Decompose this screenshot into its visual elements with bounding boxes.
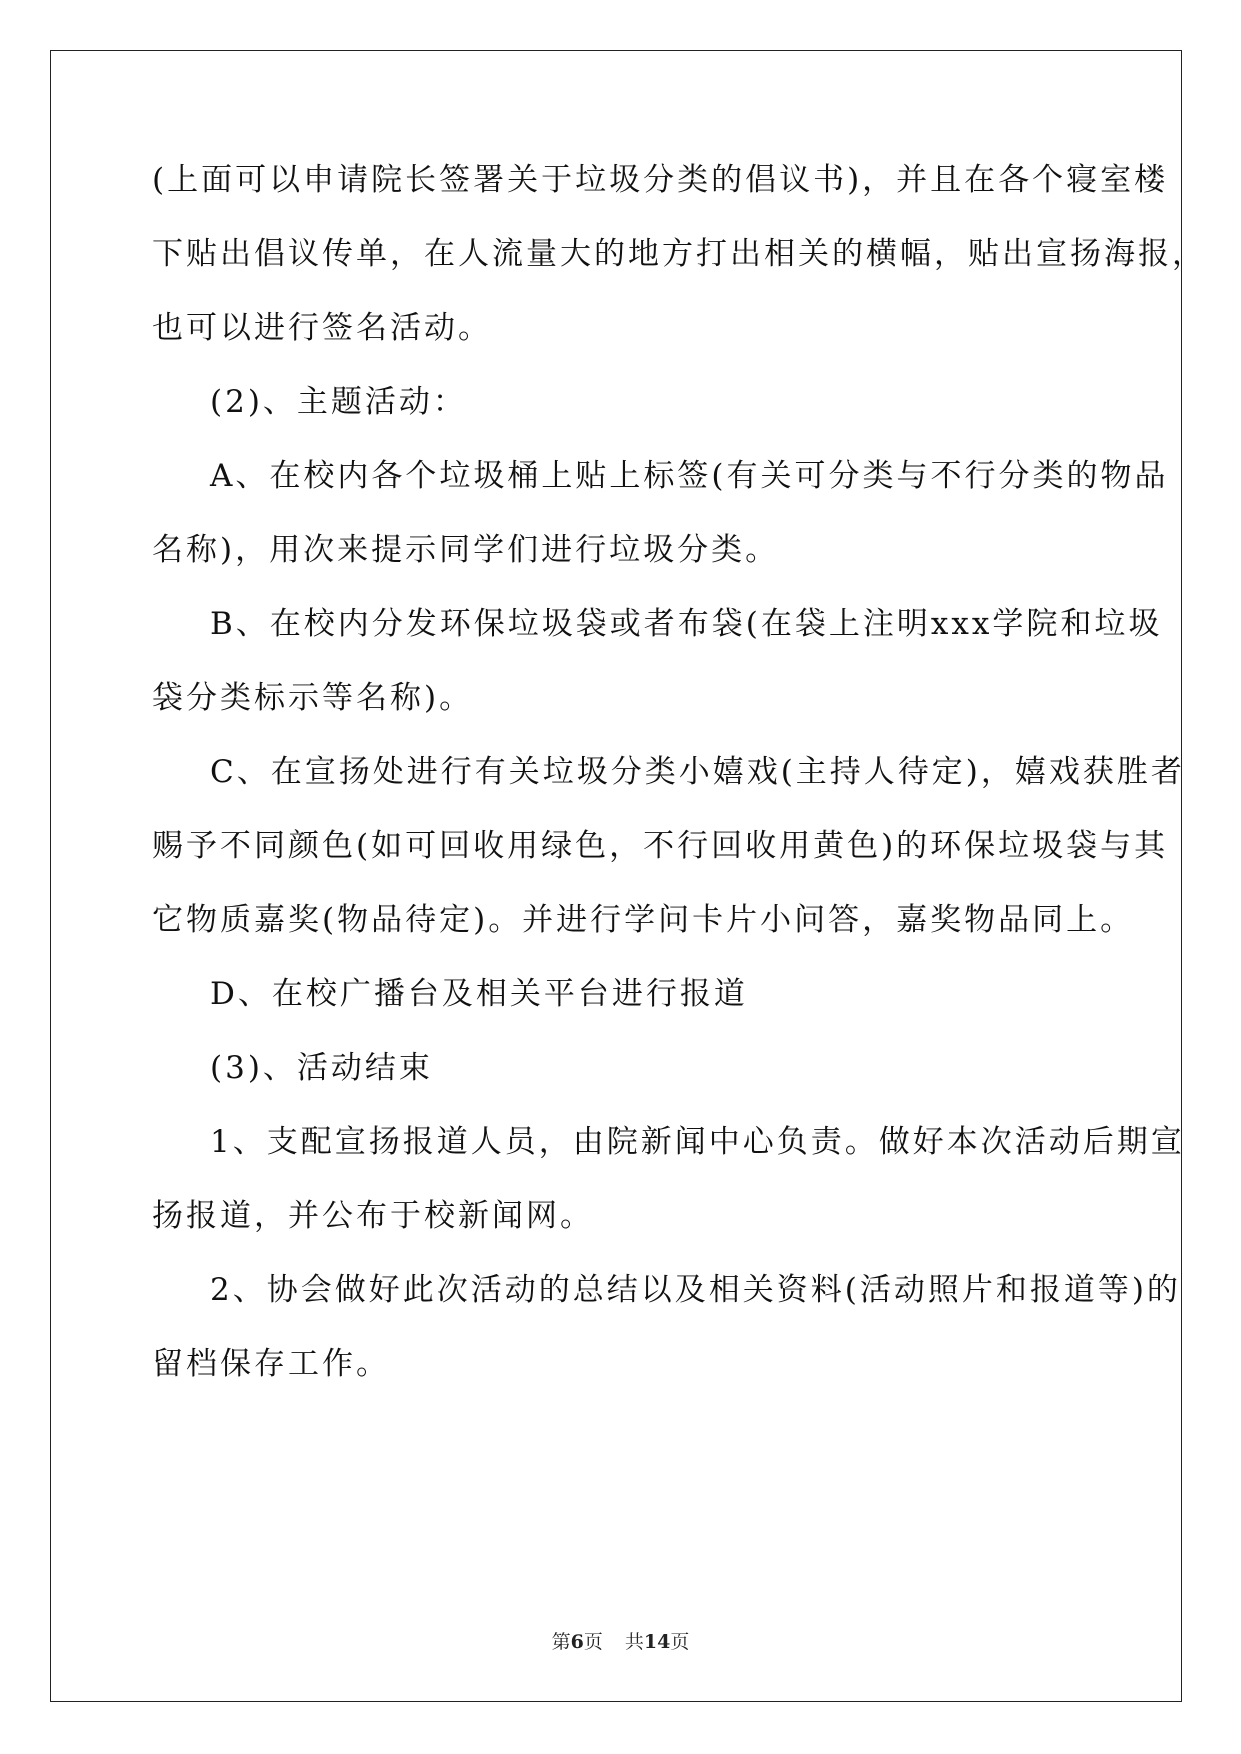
text-line: 也可以进行签名活动。 <box>152 310 492 346</box>
section-heading: (3)、活动结束 <box>210 1050 433 1086</box>
text-line: C、在宣扬处进行有关垃圾分类小嬉戏(主持人待定)，嬉戏获胜者 <box>210 754 1185 790</box>
page-suffix: 页 <box>583 1631 603 1653</box>
text-line: 赐予不同颜色(如可回收用绿色，不行回收用黄色)的环保垃圾袋与其 <box>152 828 1169 864</box>
page-footer <box>0 1630 1241 1654</box>
text-line: A、在校内各个垃圾桶上贴上标签(有关可分类与不行分类的物品 <box>210 458 1169 494</box>
text-line: B、在校内分发环保垃圾袋或者布袋(在袋上注明xxx学院和垃圾 <box>210 606 1163 642</box>
page-prefix: 第 <box>551 1631 571 1653</box>
section-heading: (2)、主题活动： <box>210 384 467 420</box>
text-line: 1、支配宣扬报道人员，由院新闻中心负责。做好本次活动后期宣 <box>210 1124 1185 1160</box>
text-line: 扬报道，并公布于校新闻网。 <box>152 1198 594 1234</box>
page-border <box>50 50 1182 1702</box>
page-number: 6 <box>570 1631 584 1653</box>
text-line: 名称)，用次来提示同学们进行垃圾分类。 <box>152 532 780 568</box>
text-line: 它物质嘉奖(物品待定)。并进行学问卡片小问答，嘉奖物品同上。 <box>152 902 1135 938</box>
text-line: 袋分类标示等名称)。 <box>152 680 474 716</box>
text-line: D、在校广播台及相关平台进行报道 <box>210 976 748 1012</box>
text-line: (上面可以申请院长签署关于垃圾分类的倡议书)，并且在各个寝室楼 <box>152 162 1169 198</box>
text-line: 留档保存工作。 <box>152 1346 390 1382</box>
total-pages: 14 <box>643 1631 671 1653</box>
total-suffix: 页 <box>670 1631 690 1653</box>
total-prefix: 共 <box>624 1631 644 1653</box>
text-line: 2、协会做好此次活动的总结以及相关资料(活动照片和报道等)的 <box>210 1272 1181 1308</box>
text-line: 下贴出倡议传单，在人流量大的地方打出相关的横幅，贴出宣扬海报， <box>152 236 1206 272</box>
